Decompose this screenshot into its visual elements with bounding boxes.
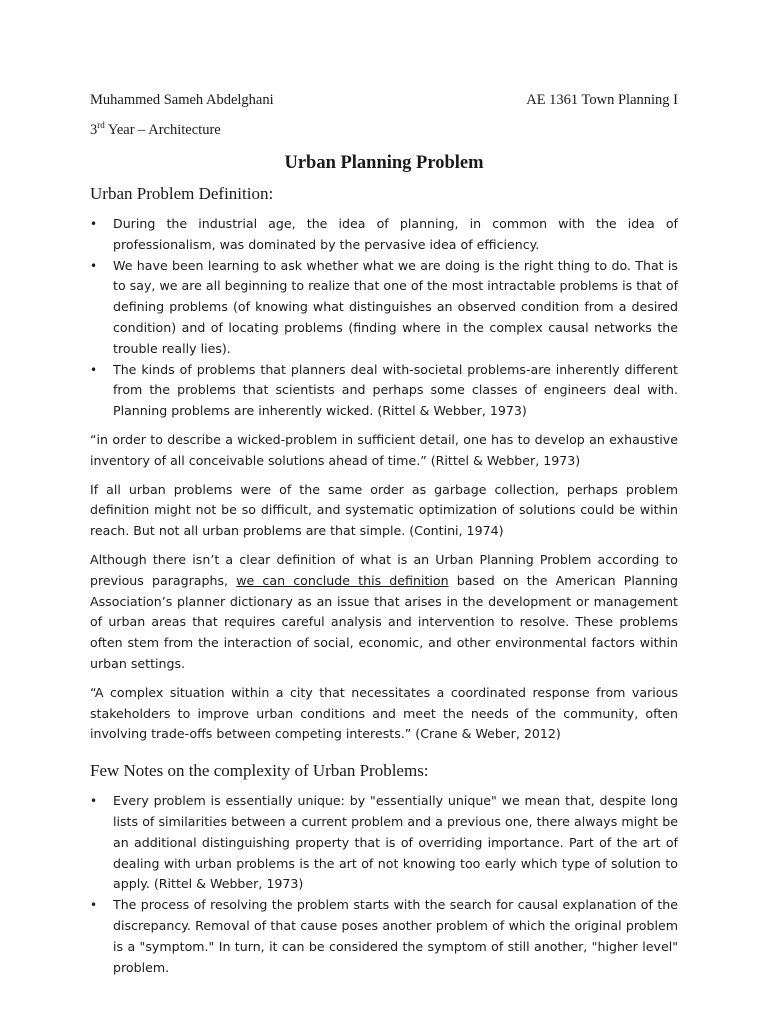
paragraph-text-before: Although there isn’t a clear definition of what is an Urban Planning Problem according to previous paragraphs,: [90, 551, 678, 588]
list-item-text: The process of resolving the problem starts with the search for causal explanation of the discrepancy. Removal of that cause poses another problem of which the original problem is a "symptom." In turn, it can be considered the symptom of still another, "higher level" problem.: [113, 897, 678, 975]
list-item-text: Every problem is essentially unique: by "essentially unique" we mean that, despite long lists of similarities between a current problem and a previous one, there always might be an additional distinguishing property that is of overriding importance. Part of the art of dealing with urban problems is the art of not knowing too early which type of solution to apply. (Rittel & Webber, 1973): [113, 793, 678, 892]
quote-rittel-webber: “in order to describe a wicked-problem in sufficient detail, one has to develop an exhaustive inventory of all conceivable solutions ahead of time.” (Rittel & Webber, 1973): [90, 431, 678, 468]
year-rest: Year – Architecture: [104, 122, 221, 138]
paragraph-text-after: based on the American Planning Association’s planner dictionary as an issue that arises in the development or management of urban areas that requires careful analysis and intervention to resolve. These problems often stem from the interaction of social, economic, and other environmental factors within urban settings.: [90, 572, 678, 671]
bullet-glyph: •: [90, 898, 98, 913]
section-heading-definition: Urban Problem Definition:: [90, 184, 274, 203]
quote-crane-weber: “A complex situation within a city that necessitates a coordinated response from various stakeholders to improve urban conditions and meet the needs of the community, often involving trade-offs between competing interests.” (Crane & Weber, 2012): [90, 684, 678, 742]
paragraph-definition: [90, 550, 678, 675]
year-number: 3: [90, 122, 98, 138]
list-item-text: The kinds of problems that planners deal with-societal problems-are inherently different from the problems that scientists and perhaps some classes of engineers deal with. Planning problems are inherently wicked. (Rittel & Webber, 1973): [113, 361, 678, 419]
course-code: AE 1361 Town Planning I: [526, 92, 678, 108]
definition-bullet-list: [90, 214, 678, 422]
paragraph-contini: If all urban problems were of the same order as garbage collection, perhaps problem definition might not be so difficult, and systematic optimization of solutions could be within reach. But not all urban problems are that simple. (Contini, 1974): [90, 481, 678, 539]
author-name: Muhammed Sameh Abdelghani: [90, 92, 274, 108]
list-item-text: We have been learning to ask whether what we are doing is the right thing to do. That is to say, we are all beginning to realize that one of the most intractable problems is that of defining problems (of knowing what distinguishes an observed condition from a desired condition) and of locating problems (finding where in the complex causal networks the trouble really lies).: [113, 257, 678, 356]
list-item: [90, 214, 678, 256]
year-line: [90, 120, 678, 140]
list-item: [90, 791, 678, 895]
year-suffix: rd: [97, 120, 105, 131]
list-item-text: During the industrial age, the idea of planning, in common with the idea of professionalism, was dominated by the pervasive idea of efficiency.: [113, 216, 678, 252]
bullet-glyph: •: [90, 217, 98, 231]
bullet-glyph: •: [90, 362, 98, 377]
list-item: [90, 895, 678, 978]
bullet-glyph: •: [90, 258, 98, 273]
complexity-bullet-list: [90, 791, 678, 978]
list-item: [90, 360, 678, 422]
bullet-glyph: •: [90, 794, 98, 809]
underlined-phrase: we can conclude this definition: [236, 572, 449, 588]
document-title: Urban Planning Problem: [284, 153, 484, 173]
document-header: [90, 90, 678, 110]
list-item: [90, 256, 678, 360]
section-heading-complexity: Few Notes on the complexity of Urban Problems:: [90, 761, 429, 781]
